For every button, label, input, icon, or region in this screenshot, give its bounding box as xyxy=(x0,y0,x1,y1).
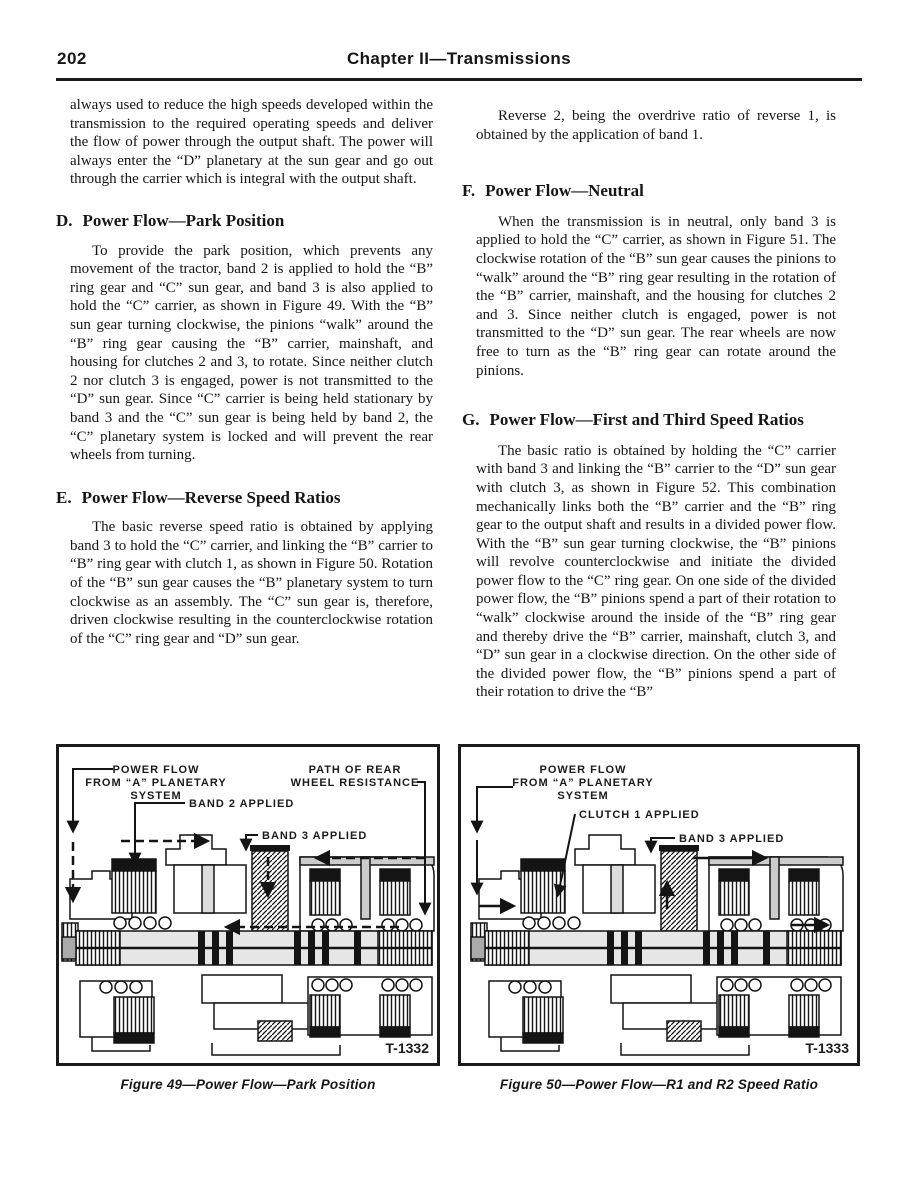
chapter-title: Chapter II—Transmissions xyxy=(346,49,572,68)
transmission-cross-section xyxy=(471,835,843,1055)
header-rule xyxy=(56,78,862,81)
section-letter: E. xyxy=(56,487,72,507)
section-d-body: To provide the park position, which prevents any movement of the tractor, band 2 is applied to hold the “B” ring gear and “C” sun gear, and band 3 is also applied to hold the “C” carrier, as shown in Figure 49. With the “B” sun gear turning clockwise, the pinions “walk” around the “B” ring gear causing the “B” carrier, mainshaft, and housing for clutches 2 and 3, to rotate. Since neither clutch 2 nor clutch 3 is engaged, power is not transmitted to the “D” sun gear. Since “C” carrier is being held stationary by band 3 and the “C” sun gear is being held by band 2, the “C” planetary system is locked and will prevent the rear wheels from turning. xyxy=(70,242,433,464)
label-band3: BAND 3 APPLIED xyxy=(262,830,368,842)
section-f-body: When the transmission is in neutral, only band 3 is applied to hold the “C” carrier, as shown in Figure 51. The clockwise rotation of the “B” sun gear causes the pinions to “walk” around the “B” ring gear resulting in the rotation of the “B” carrier, mainshaft, and the housing for clutches 2 and 3. Since neither clutch is engaged, power is not transmitted to the “D” sun gear. The rear wheels are now free to turn as the “B” ring gear can rotate around the pinions. xyxy=(476,213,836,379)
label-clutch1: CLUTCH 1 APPLIED xyxy=(579,809,700,821)
section-heading-e xyxy=(56,489,433,508)
section-letter: F. xyxy=(462,181,476,201)
section-title: Power Flow—Park Position xyxy=(82,210,285,230)
drawing-number: T-1333 xyxy=(805,1040,849,1056)
figure-50-box xyxy=(458,744,860,1066)
paragraph-continuation: always used to reduce the high speeds developed within the transmission to the required operating speeds and deliver the flow of power through the output shaft. The power will always enter the “D” planetary at the sun gear and go out through the carrier which is integral with the output shaft. xyxy=(70,97,433,188)
figure-50-labels xyxy=(512,764,784,845)
left-column xyxy=(56,96,433,648)
page-number: 202 xyxy=(57,49,87,68)
label-power-flow-line2: FROM “A” PLANETARY xyxy=(512,777,654,789)
section-heading-g xyxy=(462,411,836,430)
leader-clutch1 xyxy=(558,814,575,895)
paragraph-continuation: Reverse 2, being the overdrive ratio of reverse 1, is obtained by the application of band 1. xyxy=(476,108,836,143)
section-title: Power Flow—Neutral xyxy=(485,181,644,201)
figure-49-caption: Figure 49—Power Flow—Park Position xyxy=(120,1077,376,1092)
label-band2: BAND 2 APPLIED xyxy=(189,798,295,810)
section-title: Power Flow—First and Third Speed Ratios xyxy=(489,410,804,430)
transmission-cross-section xyxy=(62,835,434,1055)
section-letter: G. xyxy=(462,410,480,430)
figure-50-caption: Figure 50—Power Flow—R1 and R2 Speed Ratio xyxy=(499,1077,819,1092)
section-e-body: The basic reverse speed ratio is obtained by applying band 3 to hold the “C” carrier, and linking the “B” carrier to “B” ring gear with clutch 1, as shown in Figure 50. Rotation of the “B” sun gear causes the “B” planetary system to turn clockwise as an assembly. The “C” sun gear is, therefore, driven clockwise resulting in the counterclockwise rotation of the “C” ring gear and “D” sun gear. xyxy=(70,519,433,647)
label-power-flow-line1: POWER FLOW xyxy=(539,764,627,776)
section-heading-f xyxy=(462,182,836,201)
label-power-flow-line2: FROM “A” PLANETARY xyxy=(85,777,227,789)
figure-49-box xyxy=(56,744,440,1066)
leader-power-flow xyxy=(477,787,513,831)
label-rear-line2: WHEEL RESISTANCE xyxy=(290,777,420,789)
label-rear-line1: PATH OF REAR xyxy=(308,764,402,776)
section-g-body: The basic ratio is obtained by holding the “C” carrier with band 3 and linking the “B” carrier to the “D” sun gear with clutch 3, as shown in Figure 52. This combination mechanically links both the “B” carrier and the “B” ring gear to the output shaft and results in a divided power flow. With the “B” sun gear turning clockwise, the “B” pinions will revolve counterclockwise and initiate the divided power flow to the “C” ring gear. On one side of the divided power flow, the “B” pinions spend a part of their rotation to “walk” clockwise around the inside of the “B” ring gear and thereby drive the “B” carrier, mainshaft, clutch 3, and “D” sun gear in a clockwise direction. On the other side of the divided power flow, the “B” pinions spend a part of their rotation to drive the “B” xyxy=(476,442,836,701)
section-title: Power Flow—Reverse Speed Ratios xyxy=(81,487,341,507)
label-power-flow-line3: SYSTEM xyxy=(557,790,609,802)
label-power-flow-line1: POWER FLOW xyxy=(112,764,200,776)
section-letter: D. xyxy=(56,210,73,230)
label-power-flow-line3: SYSTEM xyxy=(130,790,182,802)
right-column xyxy=(462,96,836,702)
drawing-number: T-1332 xyxy=(385,1040,429,1056)
figure-49-diagram xyxy=(59,747,437,1063)
label-band3: BAND 3 APPLIED xyxy=(679,833,785,845)
section-heading-d xyxy=(56,212,433,231)
figure-50-diagram xyxy=(461,747,857,1063)
